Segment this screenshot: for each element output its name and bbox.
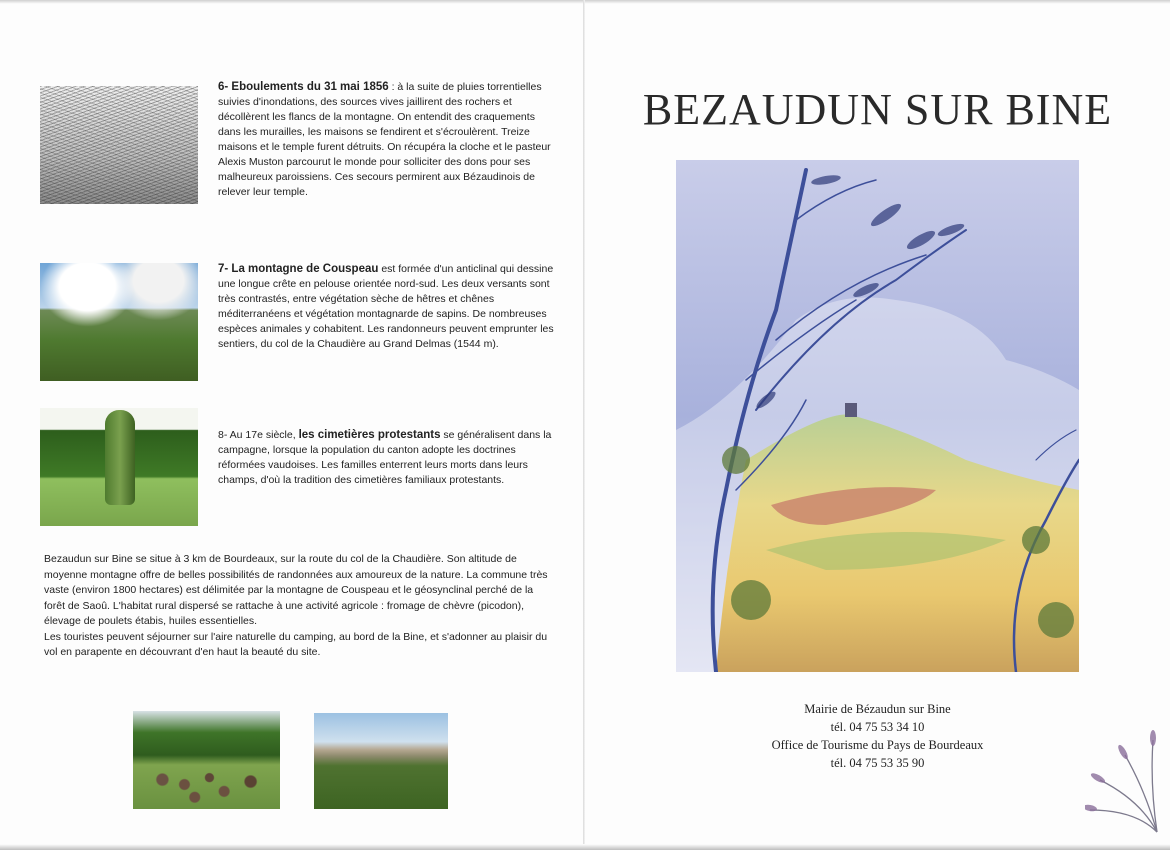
section-6-body: : à la suite de pluies torrentielles suivies d'inondations, des sources vives jaillirent des rochers et décollèrent les flancs de la montagne. On entendit des craquements dans les murailles, les maisons se fendirent et s'écroulèrent. Treize maisons et le temple furent détruits. On récupéra la cloche et le pasteur Alexis Muston parcourut le monde pour solliciter des dons pour ses malheureux paroissiens. Ces secours permirent aux Bézaudinois de relever leur temple.	[218, 81, 551, 198]
section-7-text	[218, 262, 554, 352]
section-7-body: est formée d'un anticlinal qui dessine une longue crête en pelouse orientée nord-sud. Les deux versants sont très contrastés, entre végétation sèche de hêtres et chênes méditerranéens et végétation montagnarde de sapins. De nombreuses espèces animales y cohabitent. Les randonneurs peuvent emprunter les sentiers, du col de la Chaudière au Grand Delmas (1544 m).	[218, 263, 554, 350]
sheep-photo	[133, 711, 280, 809]
chapel-ruin	[845, 403, 857, 417]
intro-text	[44, 552, 556, 661]
contact-office-tourisme: Office de Tourisme du Pays de Bourdeaux	[771, 738, 984, 752]
cemetery-photo	[40, 408, 198, 526]
contact-mairie: Mairie de Bézaudun sur Bine	[804, 702, 951, 716]
contact-mairie-phone: tél. 04 75 53 34 10	[830, 720, 925, 734]
contact-office-phone: tél. 04 75 53 35 90	[830, 756, 925, 770]
contact-block	[585, 700, 1170, 772]
watercolor-landscape	[676, 160, 1079, 672]
mountain-photo	[40, 263, 198, 381]
cypress-tree	[105, 410, 135, 505]
lavender-illustration	[1085, 730, 1165, 835]
intro-paragraph-2: Les touristes peuvent séjourner sur l'aire naturelle du camping, au bord de la Bine, et s'adonner au plaisir du vol en parapente en découvrant d'en haut la beauté du site.	[44, 630, 548, 658]
section-8-text	[218, 428, 554, 488]
page-title: BEZAUDUN SUR BINE	[642, 85, 1113, 134]
intro-paragraph-1: Bezaudun sur Bine se situe à 3 km de Bourdeaux, sur la route du col de la Chaudière. Son altitude de moyenne montagne offre de belles possibilités de randonnées aux amoureux de la nature. La commune très vaste (environ 1800 hectares) est délimitée par la montagne de Couspeau et le géosynclinal perché de la forêt de Saoû. L'habitat rural dispersé se rattache à une activité agricole : fromage de chèvre (picodon), élevage de poulets étabis, huiles essentielles.	[44, 553, 548, 627]
section-8-title: les cimetières protestants	[298, 429, 441, 441]
ridge-photo	[314, 713, 448, 809]
scan-top-edge	[0, 0, 1170, 4]
section-8-body: se généralisent dans la campagne, lorsque la population du canton adopte les doctrines réformées vaudoises. Les familles enterrent leurs morts dans leurs champs, d'où la tradition des cimetières familiaux protestants.	[218, 429, 552, 486]
scan-bottom-edge	[0, 844, 1170, 850]
section-6-text	[218, 80, 554, 200]
engraving-image	[40, 86, 198, 204]
section-6-title: 6- Eboulements du 31 mai 1856	[218, 81, 389, 93]
section-7-title: 7- La montagne de Couspeau	[218, 263, 379, 275]
section-8-prefix: 8- Au 17e siècle,	[218, 429, 296, 441]
